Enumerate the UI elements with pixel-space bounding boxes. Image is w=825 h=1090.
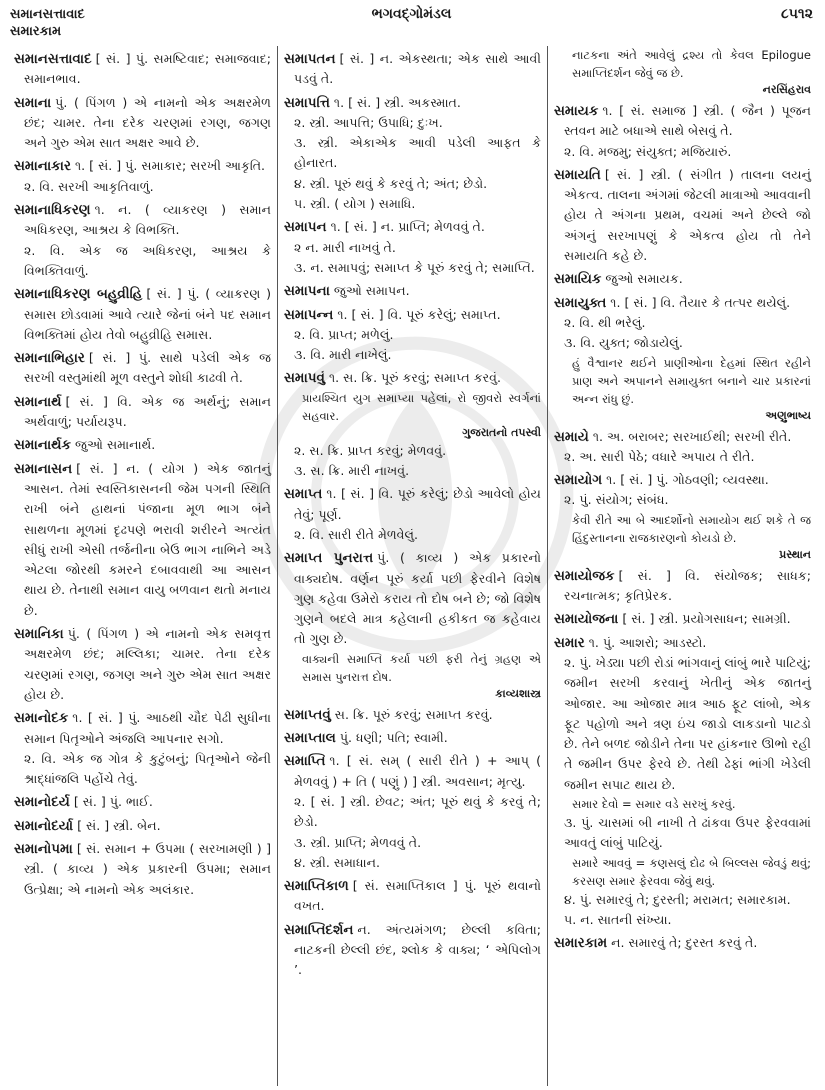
dictionary-entry xyxy=(14,49,271,90)
dictionary-entry xyxy=(554,566,811,607)
headword: સમાપ્તવું xyxy=(284,706,331,723)
definition-text: [ સં. ] પું. ( વ્યાકરણ ) સમાસ છોડવામાં આવે ત્યારે જેનાં બંને પદ સમાન વિભક્તિમાં હોય તેવો બહુવ્રીહિ સમાસ. xyxy=(24,286,271,342)
headword: સમાનાસન xyxy=(14,460,73,477)
entry-sense xyxy=(554,813,811,854)
entry-sense xyxy=(284,441,541,461)
headword: સમાનાર્થક xyxy=(14,437,72,454)
entry-sense xyxy=(284,525,541,545)
definition-text: [ સં. ] પું. સમષ્ટિવાદ; સમાજવાદ; સમાનભાવ. xyxy=(24,51,271,87)
definition-text: [ સં. ] સ્ત્રી. પ્રયોગસાધન; સામગ્રી. xyxy=(622,611,791,627)
definition-text: ૧. [ સં. સમ્ ( સારી રીતે ) + આપ્ ( મેળવવું ) + તિ ( પણું ) ] સ્ત્રી. અવસાન; મૃત્યુ. xyxy=(294,753,541,789)
usage-quote xyxy=(284,389,541,425)
definition-text: ૧. [ સં. ] ન. પ્રાપ્તિ; મેળવવું તે. xyxy=(330,219,485,235)
definition-text: ૩. પું. ચાસમાં બી નાખી તે ઢાંકવા ઉપર ફેરવવામાં આવતું લાંબું પાટિયું. xyxy=(564,815,811,851)
definition-text: પું. ( પિંગળ ) એ નામનો એક અક્ષરમેળ છંદ; ચામર. તેના દરેક ચરણમાં રગણ, જગણ અને ગુરુ એમ સાત અક્ષર આવે છે. xyxy=(24,94,271,151)
headword: સમાના xyxy=(14,94,52,111)
headword: સમાપ્તિકાળ xyxy=(284,878,349,895)
headword: સમાનોપમા xyxy=(14,840,73,857)
definition-text: [ સં. ] પું. ભાઈ. xyxy=(73,794,153,810)
headword: સમાયોગ xyxy=(554,472,603,489)
definition-text: ૧. [ સં. ] પું. ગોઠવણી; વ્યવસ્થા. xyxy=(606,472,769,488)
definition-text: ૩. વિ. મારી નાખેલું. xyxy=(294,347,392,363)
quote-source xyxy=(554,547,811,563)
headword: સમાયે xyxy=(554,428,589,445)
quote-source xyxy=(284,425,541,441)
definition-text: ૧. [ સં. ] પું. સમાકાર; સરખી આકૃતિ. xyxy=(74,158,266,174)
dictionary-entry xyxy=(14,792,271,812)
headword: સમાપ્ત xyxy=(284,486,323,503)
headword: સમાનાર્થ xyxy=(14,393,62,410)
definition-text: ૧. [ સં. ] વિ. પૂરું કરેલું; છેડો આવેલો હોય તેવું; પૂર્ણ. xyxy=(294,486,541,522)
usage-quote xyxy=(554,354,811,408)
definition-text: જુઓ સમાયક. xyxy=(605,271,683,287)
entry-sense xyxy=(284,113,541,133)
definition-text: ૪. સ્ત્રી. સમાધાન. xyxy=(294,854,381,870)
definition-text: સ. ક્રિ. પૂરું કરવું; સમાપ્ત કરવું. xyxy=(334,706,493,722)
dictionary-entry xyxy=(284,217,541,237)
dictionary-entry xyxy=(554,609,811,629)
entry-sense xyxy=(284,792,541,833)
dictionary-entry xyxy=(284,920,541,981)
definition-text: ૫. ન. સાતની સંખ્યા. xyxy=(564,911,672,927)
dictionary-entry xyxy=(284,484,541,525)
dictionary-entry xyxy=(554,293,811,313)
definition-text: ૨. વિ. થી ભરેલું. xyxy=(564,314,646,330)
definition-text: [ સં. ] વિ. એક જ અર્થનું; સમાન અર્થવાળું; પર્યાયરૂપ. xyxy=(24,393,271,430)
quote-source xyxy=(284,686,541,702)
page-header xyxy=(10,6,813,42)
entry-sense xyxy=(554,910,811,930)
headword: સમાયોજના xyxy=(554,611,619,628)
headword: સમાપ્તિ xyxy=(284,753,326,770)
definition-text: ૧. [ સં. ] વિ. પૂરું કરેલું; સમાપ્ત. xyxy=(337,306,501,322)
headword: સમાયુક્ત xyxy=(554,294,607,311)
dictionary-entry xyxy=(554,269,811,289)
headword: સમાયક xyxy=(554,103,599,119)
usage-quote xyxy=(554,854,811,890)
definition-text: ૨. વિ. મજમુ; સંયુક્ત; મજિયારું. xyxy=(564,143,732,159)
headword: સમાપ્તાલ xyxy=(284,730,336,747)
headword: સમાપત્તિ xyxy=(284,94,330,111)
headword: સમાનાભિહાર xyxy=(14,350,85,367)
column-2 xyxy=(277,46,547,1086)
definition-text: ૨. વિ. એક જ અધિકરણ, આશ્રય કે વિભક્તિવાળું. xyxy=(24,242,271,278)
definition-text: ૩. વિ. યુક્ત; જોડાયેલું. xyxy=(564,335,683,351)
dictionary-entry xyxy=(284,281,541,301)
definition-text: સમારે આવવું = કણસલું દોઢ બે બિલ્લસ જેવડું થવું; કરસણ સમાર ફેરવવા જેવું થવું. xyxy=(572,855,811,888)
page-number: ૮૫૧૨ xyxy=(781,6,813,22)
entry-sense xyxy=(554,333,811,353)
entry-sense xyxy=(554,490,811,510)
dictionary-entry xyxy=(284,93,541,113)
definition-text: [ સં. ] સ્ત્રી. ( સંગીત ) તાલના લયનું એકત્વ. તાલના અંગમાં જેટલી માત્રાઓ આવવાની હોય તે અંગના પ્રથમ, વચમાં અને છેલ્લે જો અંગનું સરખાપણું કે એકત્વ હોય તો તેને સમાયતિ કહે છે. xyxy=(564,166,811,264)
dictionary-entry xyxy=(14,839,271,900)
dictionary-entry xyxy=(14,392,271,433)
definition-text: [ સં. સમાપ્તિકાલ ] પું. પૂરું થવાનો વખત. xyxy=(294,878,541,914)
entry-sense xyxy=(284,345,541,365)
definition-text: નરસિંહરાવ xyxy=(762,83,811,96)
definition-text: ૨. વિ. પ્રાપ્ત; મળેલું. xyxy=(294,326,394,342)
headword: સમાનાકાર xyxy=(14,158,71,175)
entry-sense xyxy=(284,853,541,873)
dictionary-entry xyxy=(554,933,811,953)
entry-sense xyxy=(284,238,541,258)
dictionary-entry xyxy=(554,101,811,142)
headword: સમાયિક xyxy=(554,271,602,288)
definition-text: કેવી રીતે આ બે આદર્શોનો સમાયોગ થઈ શકે તે જ હિંદુસ્તાનના રાજકારણનો કોયડો છે. xyxy=(572,512,811,545)
headword: સમાપના xyxy=(284,283,330,300)
definition-text: ગુજરાતનો તપસ્વી xyxy=(462,425,541,439)
entry-sense xyxy=(554,447,811,467)
headword: સમાનાધિકરણ xyxy=(14,202,91,219)
entry-sense xyxy=(554,890,811,910)
dictionary-entry xyxy=(14,348,271,389)
definition-text: ૧. ન. ( વ્યાકરણ ) સમાન અધિકરણ, આશ્રય કે વિભક્તિ. xyxy=(24,202,271,238)
definition-text: પું. ( કાવ્ય ) એક પ્રકારનો વાક્યદોષ. વર્ણન પૂરું કર્યા પછી ફેરવીને વિશેષ ગુણ કહેવા ઉમેરો કરાય તો દોષ બને છે; જો વિશેષ ગુણને બદલે માત્ર કહેલાની હકીકત જ કહેવાય તો ગુણ છે. xyxy=(294,550,541,647)
definition-text: ૧. [ સં. ] પું. આઠથી ચૌદ પેઢી સુધીના સમાન પિતૃઓને અંજલિ આપનાર સગો. xyxy=(24,710,271,746)
definition-text: ૩. સ. ક્રિ. મારી નાખવું. xyxy=(294,463,410,479)
headword: સમાપન્ન xyxy=(284,306,334,323)
definition-text: [ સં. સમાન + ઉપમા ( સરખામણી ) ] સ્ત્રી. ( કાવ્ય ) એક પ્રકારની ઉપમા; સમાન ઉત્પ્રેક્ષા; એ નામનો એક અલંકાર. xyxy=(24,840,271,897)
usage-quote xyxy=(554,511,811,547)
headword: સમાનોદર્યા xyxy=(14,817,74,834)
definition-text: ૪. સ્ત્રી. પૂરું થવું કે કરવું તે; અંત; છેડો. xyxy=(294,175,488,191)
definition-text: ૨. વિ. સારી રીતે મેળવેલું. xyxy=(294,526,419,542)
definition-text: વાક્યની સમાપ્તિ કર્યા પછી ફરી તેનું ગ્રહણ એ સમાસ પુનરાત્ત દોષ. xyxy=(302,651,541,684)
definition-text: ન. સમારવું તે; દુરસ્ત કરવું તે. xyxy=(611,935,758,951)
entry-sense xyxy=(14,749,271,790)
headword: સમાપતન xyxy=(284,51,336,67)
definition-text: જુઓ સમાનાર્થ. xyxy=(75,437,156,453)
definition-text: ૧. સ. ક્રિ. પૂરું કરવું; સમાપ્ત કરવું. xyxy=(328,370,502,386)
headword: સમાનોદર્ય xyxy=(14,794,70,811)
entry-sense xyxy=(284,194,541,214)
headword: સમારકામ xyxy=(554,935,608,952)
first-guide-word: સમાનસત્તાવાદ xyxy=(10,7,85,22)
definition-text: ૩. ન. સમાપવું; સમાપ્ત કે પૂરું કરવું તે; સમાપ્તિ. xyxy=(294,259,535,275)
entry-sense xyxy=(554,142,811,162)
column-3 xyxy=(547,46,817,1086)
definition-text: પું. ધણી; પતિ; સ્વામી. xyxy=(339,730,448,746)
dictionary-entry xyxy=(14,435,271,455)
headword: સમાપ્ત પુનરાત્ત xyxy=(284,550,374,567)
definition-text: નાટકના અંતે આવેલું દ્રશ્ય તો કેવલ Epilogue સમાપ્તિદર્શન જેવું જ છે. xyxy=(572,48,811,80)
definition-text: ૨. વિ. સરખી આકૃતિવાળું. xyxy=(24,178,154,194)
dictionary-entry xyxy=(14,708,271,749)
dictionary-entry xyxy=(554,165,811,266)
definition-text: જુઓ સમાપન. xyxy=(333,283,410,299)
dictionary-entry xyxy=(14,200,271,241)
definition-text: હું વૈશ્વાનર થઈને પ્રાણીઓના દેહમાં સ્થિત રહીને પ્રાણ અને અપાનને સમાયુક્ત બનાને ચાર પ્રકારનાં અન્ન રાંધુ છું. xyxy=(572,355,811,406)
dictionary-entry xyxy=(14,459,271,621)
dictionary-entry xyxy=(284,728,541,748)
definition-text: ૨. પું. ખેડ્યા પછી રોડાં ભાંગવાનું લાંબું ભારે પાટિયું; જમીન સરખી કરવાનું ખેતીનું એક જાતનું ઓજાર. આ ઓજાર માત્ર આઠ ફૂટ લાંબો, એક ફૂટ પહોળો અને ત્રણ ઇંચ જાડો લાકડાનો પાટડો છે. તેને બળદ જોડીને તેના પર હાંકનાર ઊભો રહી તે જમીન ઉપર ફેરવે છે. તેથી ઢેફાં ભાંગી ખેડેલી જમીન સપાટ થાય છે. xyxy=(564,654,811,792)
book-title: ભગવદ્ગોમંડલ xyxy=(371,6,452,22)
definition-text: પું. ( પિંગળ ) એ નામનો એક સમવૃત્ત અક્ષરમેળ છંદ; મલ્લિકા; ચામર. તેના દરેક ચરણમાં રગણ, જગણ અને ગુરુ એમ સાત અક્ષર હોય છે. xyxy=(24,626,271,702)
dictionary-entry xyxy=(554,633,811,653)
entry-sense xyxy=(554,313,811,333)
column-1 xyxy=(8,46,277,1086)
definition-text: ૨. સ્ત્રી. આપત્તિ; ઉપાધિ; દુઃખ. xyxy=(294,114,443,130)
dictionary-entry xyxy=(554,427,811,447)
dictionary-entry xyxy=(284,876,541,917)
headword: સમાનિકા xyxy=(14,626,64,643)
definition-text: ૨. પું. સંયોગ; સંબંધ. xyxy=(564,492,669,508)
definition-text: [ સં. ] વિ. સંયોજક; સાધક; રચનાત્મક; કૃતિપ્રેરક. xyxy=(564,567,811,604)
entry-sense xyxy=(14,241,271,282)
entry-sense xyxy=(14,177,271,197)
definition-text: ૩. સ્ત્રી. પ્રાપ્તિ; મેળવવું તે. xyxy=(294,834,422,850)
usage-quote xyxy=(554,46,811,82)
usage-quote xyxy=(554,795,811,813)
headword: સમાપન xyxy=(284,219,327,236)
dictionary-entry xyxy=(284,751,541,792)
definition-text: ૨. વિ. એક જ ગોત્ર કે કુટુંબનું; પિતૃઓને જેની શ્રાદ્ધાંજલિ પહોંચે તેવું. xyxy=(24,750,271,787)
definition-text: ૨. સ. ક્રિ. પ્રાપ્ત કરવું; મેળવવું. xyxy=(294,442,447,458)
dictionary-columns xyxy=(8,46,817,1086)
headword: સમાપ્તિદર્શન xyxy=(284,921,354,938)
dictionary-entry xyxy=(14,624,271,705)
definition-text: ન. અંત્યમંગળ; છેલ્લી કવિતા; નાટકની છેલ્લી છંદ, શ્લોક કે વાક્ય; ‘ એપિલોગ ’. xyxy=(294,921,541,978)
definition-text: [ સં. ] ન. એકસ્થતા; એક સાથે આવી પડવું તે. xyxy=(294,51,541,87)
definition-text: [ સં. ] પું. સાથે પડેલી એક જ સરખી વસ્તુમાંથી મૂળ વસ્તુને શોધી કાઢવી તે. xyxy=(24,350,271,386)
definition-text: [ સં. ] સ્ત્રી. બેન. xyxy=(77,817,161,833)
definition-text: ૧. પું. આશરો; આડસ્ટો. xyxy=(588,634,707,650)
headword: સમાનાધિકરણ બહુવ્રીહિ xyxy=(14,286,143,303)
entry-sense xyxy=(284,461,541,481)
entry-sense xyxy=(284,833,541,853)
definition-text: ૪. પું. સમારવું તે; દુરસ્તી; મરામત; સમારકામ. xyxy=(564,891,791,907)
entry-sense xyxy=(284,258,541,278)
quote-source xyxy=(554,82,811,98)
dictionary-entry xyxy=(14,284,271,345)
definition-text: સમાર દેવો = સમાર વડે સરખું કરવું. xyxy=(572,797,736,812)
definition-text: ૫. સ્ત્રી. ( યોગ ) સમાધિ. xyxy=(294,196,416,212)
definition-text: કાવ્યશાસ્ત્ર xyxy=(495,686,541,700)
usage-quote xyxy=(284,650,541,686)
dictionary-entry xyxy=(554,470,811,490)
quote-source xyxy=(554,408,811,424)
entry-sense xyxy=(284,133,541,174)
definition-text: ૨ ન. મારી નાખવું તે. xyxy=(294,239,396,255)
definition-text: ૧. અ. બરાબર; સરખાઈથી; સરખી રીતે. xyxy=(592,428,792,444)
headword: સમાનસત્તાવાદ xyxy=(14,51,92,67)
dictionary-entry xyxy=(284,548,541,649)
dictionary-entry xyxy=(284,705,541,725)
definition-text: અણુભાષ્ય xyxy=(765,408,811,422)
definition-text: ૩. સ્ત્રી. એકાએક આવી પડેલી આફત કે હોનારત. xyxy=(294,135,541,171)
entry-sense xyxy=(554,653,811,795)
headword: સમાર xyxy=(554,634,585,651)
definition-text: પ્રસ્થાન xyxy=(779,547,811,561)
definition-text: [ સં. ] ન. ( યોગ ) એક જાતનું આસન. તેમાં સ્વસ્તિકાસનની જેમ પગની સ્થિતિ રાખી બંને હાથનાં પંજાના મૂળ ભાગ બંને સાથળના મૂળમાં દૃઢપણે ભરાવી શરીરને અત્યંત સીધું રાખી એસી તર્જનીના બેઉ ભાગ નાભિને અડે એટલા જોરથી કમરને દબાવવાથી આ આસન થાય છે. તેનાથી સમાન વાયુ બળવાન થતો મનાય છે. xyxy=(24,460,271,618)
headword: સમાપવું xyxy=(284,370,325,387)
headword: સમાયોજક xyxy=(554,567,615,584)
dictionary-entry xyxy=(284,49,541,90)
definition-text: ૧. [ સં. સમાજ ] સ્ત્રી. ( જૈન ) પૂજન સ્તવન માટે બધાએ સાથે બેસવું તે. xyxy=(564,103,811,139)
definition-text: ૧. [ સં. ] વિ. તૈયાર કે તત્પર થયેલું. xyxy=(610,294,791,310)
definition-text: ૨. [ સં. ] સ્ત્રી. છેવટ; અંત; પૂરું થવું કે કરવું તે; છેડો. xyxy=(294,793,541,830)
last-guide-word: સમારકામ xyxy=(10,24,62,39)
dictionary-entry xyxy=(14,156,271,176)
entry-sense xyxy=(284,174,541,194)
dictionary-entry xyxy=(284,368,541,388)
definition-text: ૧. [ સં. ] સ્ત્રી. અકસ્માત. xyxy=(333,94,461,110)
dictionary-entry xyxy=(14,93,271,154)
definition-text: પ્રાયશ્ચિત યુગ સમાપ્યા પહેલાં, રો જીવરો સ્વર્ગનાં સહવાર. xyxy=(302,390,541,423)
dictionary-entry xyxy=(284,305,541,325)
entry-sense xyxy=(284,325,541,345)
definition-text: ૨. અ. સારી પેઠે; વધારે અપાય તે રીતે. xyxy=(564,448,755,464)
headword: સમાયતિ xyxy=(554,166,601,183)
headword: સમાનોદક xyxy=(14,710,69,727)
dictionary-entry xyxy=(14,816,271,836)
